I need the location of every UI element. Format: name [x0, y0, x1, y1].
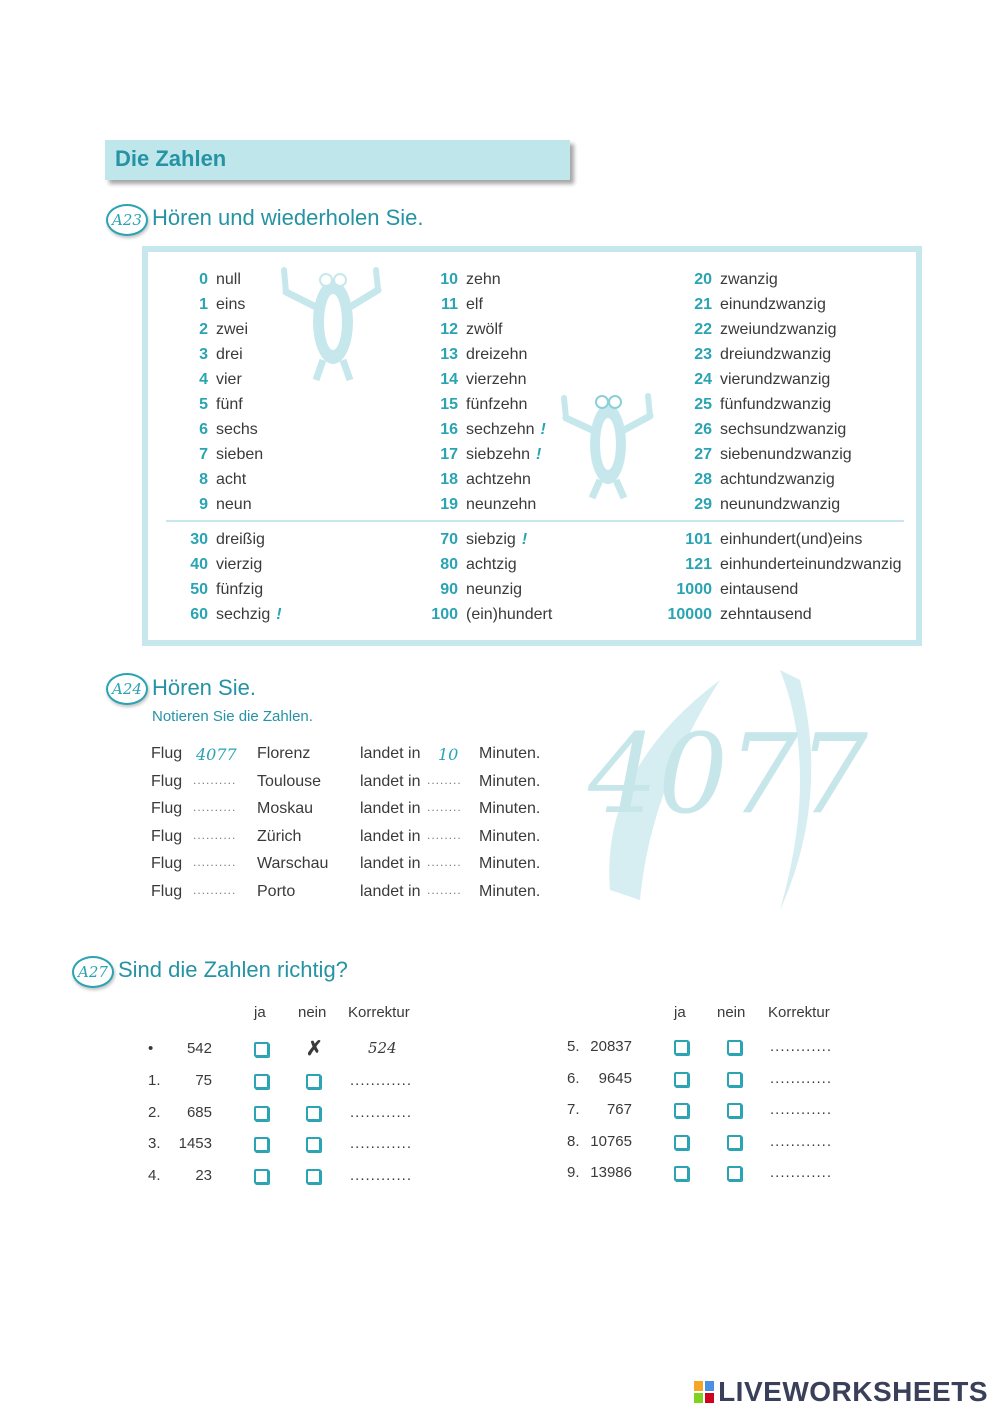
city-name: Toulouse	[257, 772, 322, 790]
minutes-blank[interactable]: ........	[427, 800, 462, 815]
number-row	[418, 494, 536, 516]
number-row	[178, 394, 243, 416]
col-ja-right: ja	[674, 1004, 686, 1021]
number-digit: 25	[694, 396, 712, 413]
zero-mascot-icon-2	[558, 382, 658, 502]
a27-heading: Sind die Zahlen richtig?	[118, 957, 348, 982]
number-digit: 18	[440, 471, 458, 488]
minutes-blank[interactable]: ........	[427, 855, 462, 870]
zero-mascot-icon	[278, 262, 388, 382]
liveworksheets-logo	[694, 1376, 988, 1410]
number-word: fünfzehn	[466, 396, 528, 413]
minuten-label: Minuten.	[479, 855, 541, 873]
number-row	[418, 529, 527, 551]
number-digit: 15	[440, 396, 458, 413]
checkbox-ja[interactable]	[674, 1166, 689, 1181]
number-word: siebenundzwanzig	[720, 446, 852, 463]
page-title: Die Zahlen	[115, 146, 227, 171]
number-word: einhunderteinundzwanzig	[720, 556, 902, 573]
flug-label: Flug	[151, 827, 183, 845]
minuten-label: Minuten.	[479, 745, 541, 762]
number-row	[672, 419, 846, 441]
minuten-label: Minuten.	[479, 800, 541, 818]
footer-brand: LIVEWORKSHEETS	[718, 1376, 988, 1407]
a27-badge: A27	[72, 956, 114, 988]
number-word: vierundzwanzig	[720, 371, 831, 388]
number-word: siebzehn	[466, 446, 531, 463]
example-bullet: •	[148, 1040, 154, 1057]
flug-label: Flug	[151, 883, 183, 900]
number-row	[662, 529, 862, 551]
number-row	[178, 444, 263, 466]
number-row	[672, 269, 778, 291]
number-word: acht	[216, 471, 247, 488]
number-word: neun	[216, 496, 252, 513]
exclamation-mark: !	[540, 421, 546, 438]
number-row	[672, 319, 837, 341]
number-digit: 80	[440, 556, 458, 573]
number-row	[178, 419, 258, 441]
number-digit: 2	[199, 321, 208, 338]
item-number: 1453	[178, 1135, 212, 1152]
item-number: 13986	[590, 1164, 632, 1181]
number-digit: 1000	[676, 581, 712, 598]
title-bar	[105, 140, 570, 180]
minuten-label: Minuten.	[479, 883, 541, 900]
exclamation-mark: !	[521, 531, 528, 548]
number-word: zwei	[216, 321, 249, 338]
minuten-label: Minuten.	[479, 827, 541, 845]
landet-label: landet in	[360, 883, 421, 900]
number-row	[178, 319, 248, 341]
a23-heading: Hören und wiederholen Sie.	[152, 205, 424, 230]
korrektur-blank[interactable]: ............	[770, 1164, 833, 1181]
number-row	[672, 494, 840, 516]
minutes-value: 10	[438, 745, 459, 764]
number-row	[178, 294, 245, 316]
number-row	[672, 394, 831, 416]
checkbox-ja[interactable]	[254, 1042, 269, 1057]
number-digit: 50	[190, 581, 208, 598]
number-digit: 30	[190, 531, 208, 548]
checkbox-ja[interactable]	[674, 1135, 689, 1150]
number-word: achtzehn	[466, 471, 531, 488]
flight-number-blank[interactable]: ..........	[193, 827, 237, 842]
number-digit: 0	[199, 271, 208, 288]
checkbox-nein[interactable]	[727, 1040, 742, 1055]
number-word: eins	[216, 296, 246, 313]
number-digit: 16	[440, 421, 458, 438]
logo-icon	[694, 1378, 714, 1410]
number-digit: 70	[440, 531, 458, 548]
number-word: dreizehn	[466, 346, 528, 363]
number-digit: 29	[694, 496, 712, 513]
number-row	[418, 344, 527, 366]
item-index: 5.	[567, 1038, 580, 1055]
number-row	[672, 294, 826, 316]
number-row	[418, 319, 502, 341]
item-index: 4.	[148, 1166, 161, 1184]
checkbox-nein[interactable]	[727, 1166, 742, 1181]
korrektur-blank[interactable]: ............	[350, 1103, 413, 1121]
number-table	[142, 246, 922, 646]
number-word: fünfundzwanzig	[720, 396, 832, 413]
flug-label: Flug	[151, 772, 183, 790]
number-digit: 14	[440, 371, 458, 388]
korrektur-blank[interactable]: ............	[350, 1135, 413, 1152]
number-word: zwölf	[466, 321, 503, 338]
number-digit: 121	[685, 556, 712, 573]
number-digit: 8	[199, 471, 208, 488]
a24-badge: A24	[106, 673, 148, 705]
number-digit: 21	[694, 296, 712, 313]
number-word: vier	[216, 371, 242, 388]
number-word: zehntausend	[720, 606, 812, 623]
number-word: vierzehn	[466, 371, 527, 388]
number-row	[178, 529, 265, 551]
minutes-blank[interactable]: ........	[427, 772, 462, 787]
number-word: sechzehn	[466, 421, 535, 438]
number-row	[672, 444, 852, 466]
city-name: Moskau	[257, 800, 314, 818]
flight-number-blank[interactable]: ..........	[193, 800, 237, 815]
number-digit: 101	[685, 531, 712, 548]
col-nein-left: nein	[298, 1004, 327, 1021]
flight-number: 4077	[196, 745, 237, 764]
checkbox-nein[interactable]	[727, 1072, 742, 1087]
item-number: 75	[195, 1072, 212, 1089]
watermark-text: 4077	[588, 710, 868, 838]
number-row	[178, 554, 262, 576]
number-word: sechsundzwanzig	[720, 421, 847, 438]
number-word: einhundert(und)eins	[720, 531, 863, 548]
checkbox-ja[interactable]	[674, 1040, 689, 1055]
checkbox-nein[interactable]	[306, 1106, 321, 1121]
number-digit: 7	[199, 446, 208, 463]
number-word: achtundzwanzig	[720, 471, 835, 488]
number-word: einundzwanzig	[720, 296, 826, 313]
number-word: null	[216, 271, 241, 288]
number-word: achtzig	[466, 556, 517, 573]
number-word: vierzig	[216, 556, 263, 573]
number-row	[418, 579, 522, 601]
example-korrektur: 524	[368, 1039, 397, 1057]
number-row	[418, 444, 541, 466]
number-digit: 40	[190, 556, 208, 573]
number-word: sechs	[216, 421, 258, 438]
number-row	[672, 344, 831, 366]
item-index: 6.	[567, 1069, 580, 1087]
item-number: 767	[606, 1101, 632, 1118]
table-divider	[166, 520, 904, 522]
number-word: fünfzig	[216, 581, 264, 598]
checkbox-nein[interactable]	[306, 1137, 321, 1152]
number-row	[418, 604, 552, 626]
col-ja-left: ja	[254, 1004, 266, 1021]
number-row	[418, 554, 517, 576]
a23-badge: A23	[106, 204, 148, 236]
number-row	[178, 269, 241, 291]
number-row	[672, 469, 835, 491]
number-digit: 19	[440, 496, 458, 513]
number-word: neunzehn	[466, 496, 537, 513]
number-digit: 26	[694, 421, 712, 438]
minutes-blank[interactable]: ........	[427, 827, 462, 842]
number-row	[418, 369, 526, 391]
flug-label: Flug	[151, 800, 183, 818]
number-digit: 9	[199, 496, 208, 513]
number-word: elf	[466, 296, 483, 313]
checkbox-ja[interactable]	[674, 1103, 689, 1118]
minutes-blank[interactable]: ........	[427, 883, 462, 897]
flug-label: Flug	[151, 855, 183, 873]
number-word: sieben	[216, 446, 264, 463]
number-digit: 60	[190, 606, 208, 623]
col-nein-right: nein	[717, 1004, 746, 1021]
checkbox-nein[interactable]	[306, 1074, 321, 1089]
number-digit: 5	[199, 396, 208, 413]
checkbox-nein[interactable]	[727, 1135, 742, 1150]
city-name: Zürich	[257, 827, 302, 845]
number-digit: 4	[199, 371, 208, 388]
number-word: dreißig	[216, 531, 265, 548]
korrektur-blank[interactable]: ............	[770, 1069, 833, 1087]
number-word: eintausend	[720, 581, 799, 598]
number-digit: 27	[694, 446, 712, 463]
item-number: 685	[186, 1103, 212, 1121]
landet-label: landet in	[360, 745, 421, 762]
checkbox-ja[interactable]	[254, 1137, 269, 1152]
number-digit: 13	[440, 346, 458, 363]
korrektur-blank[interactable]: ............	[770, 1132, 833, 1150]
number-row	[178, 604, 282, 626]
exclamation-mark: !	[536, 446, 542, 463]
korrektur-blank[interactable]: ............	[770, 1038, 833, 1055]
watermark-4077	[580, 650, 880, 930]
number-row	[178, 469, 246, 491]
item-number: 23	[195, 1166, 212, 1184]
landet-label: landet in	[360, 800, 421, 818]
flug-label: Flug	[151, 745, 183, 762]
item-index: 3.	[148, 1135, 161, 1152]
number-digit: 22	[694, 321, 712, 338]
number-digit: 10	[440, 271, 458, 288]
checkbox-nein[interactable]	[306, 1169, 321, 1184]
number-word: zwanzig	[720, 271, 778, 288]
item-number: 9645	[598, 1069, 632, 1087]
number-word: drei	[216, 346, 243, 363]
number-row	[662, 554, 901, 576]
number-word: dreiundzwanzig	[720, 346, 832, 363]
number-digit: 90	[440, 581, 458, 598]
number-word: neunundzwanzig	[720, 496, 841, 513]
number-row	[178, 494, 252, 516]
item-index: 7.	[567, 1101, 580, 1118]
number-word: neunzig	[466, 581, 523, 598]
col-korrektur-right: Korrektur	[768, 1004, 830, 1021]
number-word: zweiundzwanzig	[720, 321, 837, 338]
example-number: 542	[186, 1040, 212, 1057]
number-digit: 17	[440, 446, 458, 463]
number-row	[418, 394, 527, 416]
flight-number-blank[interactable]: ..........	[193, 883, 237, 897]
flight-number-blank[interactable]: ..........	[193, 772, 237, 787]
city-name: Florenz	[257, 745, 311, 762]
landet-label: landet in	[360, 827, 421, 845]
item-number: 20837	[590, 1038, 632, 1055]
number-row	[178, 344, 243, 366]
number-row	[672, 369, 830, 391]
number-digit: 12	[440, 321, 458, 338]
checkbox-ja[interactable]	[254, 1074, 269, 1089]
checkbox-ja[interactable]	[254, 1106, 269, 1121]
number-row	[178, 369, 242, 391]
landet-label: landet in	[360, 772, 421, 790]
number-word: fünf	[216, 396, 243, 413]
number-digit: 20	[694, 271, 712, 288]
number-digit: 11	[441, 296, 458, 313]
number-row	[662, 579, 798, 601]
number-word: siebzig	[466, 531, 516, 548]
number-digit: 10000	[667, 606, 712, 623]
item-index: 9.	[567, 1164, 580, 1181]
korrektur-blank[interactable]: ............	[350, 1072, 413, 1089]
landet-label: landet in	[360, 855, 421, 873]
number-word: sechzig	[216, 606, 271, 623]
a24-instruction: Notieren Sie die Zahlen.	[152, 708, 313, 725]
number-row	[418, 469, 531, 491]
korrektur-blank[interactable]: ............	[350, 1166, 413, 1184]
col-korrektur-left: Korrektur	[348, 1004, 410, 1021]
exclamation-mark: !	[276, 606, 282, 623]
item-number: 10765	[590, 1132, 632, 1150]
number-row	[418, 294, 483, 316]
city-name: Porto	[257, 883, 296, 900]
number-row	[662, 604, 812, 626]
a24-heading: Hören Sie.	[152, 675, 256, 700]
number-digit: 6	[199, 421, 208, 438]
x-mark-icon: ✗	[306, 1038, 323, 1060]
number-digit: 23	[694, 346, 712, 363]
number-row	[418, 269, 501, 291]
number-digit: 24	[694, 371, 712, 388]
korrektur-blank[interactable]: ............	[770, 1101, 833, 1118]
city-name: Warschau	[257, 855, 329, 873]
number-digit: 3	[199, 346, 208, 363]
number-row	[418, 419, 546, 441]
number-digit: 28	[694, 471, 712, 488]
item-index: 2.	[148, 1103, 161, 1121]
number-digit: 100	[431, 606, 458, 623]
number-digit: 1	[199, 296, 208, 313]
checkbox-ja[interactable]	[254, 1169, 269, 1184]
minuten-label: Minuten.	[479, 772, 541, 790]
number-word: (ein)hundert	[466, 606, 553, 623]
checkbox-nein[interactable]	[727, 1103, 742, 1118]
flight-number-blank[interactable]: ..........	[193, 855, 237, 870]
number-row	[178, 579, 263, 601]
number-word: zehn	[466, 271, 501, 288]
item-index: 1.	[148, 1072, 161, 1089]
checkbox-ja[interactable]	[674, 1072, 689, 1087]
item-index: 8.	[567, 1132, 580, 1150]
